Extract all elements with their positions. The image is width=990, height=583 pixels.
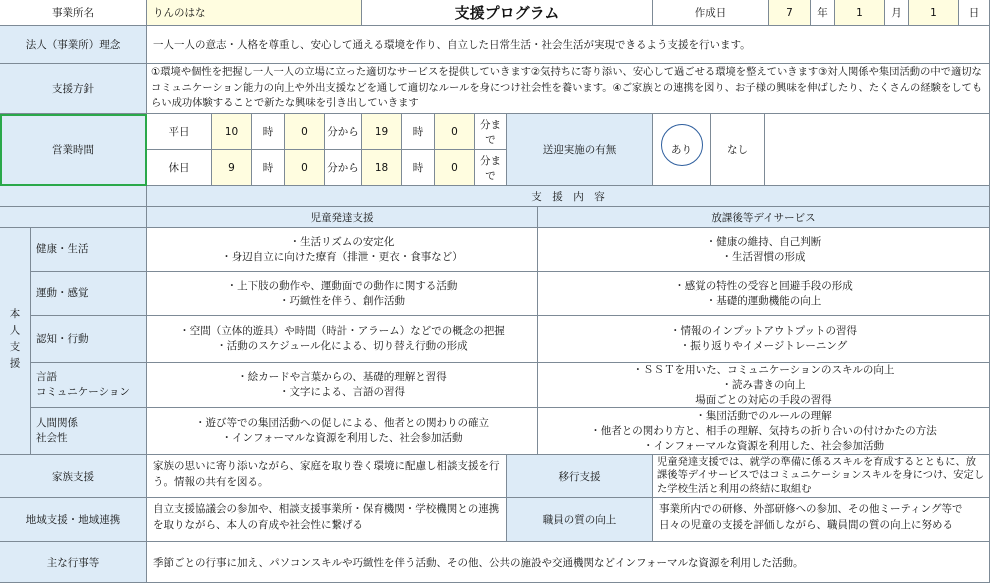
row-health-child-line: ・生活リズムの安定化	[289, 235, 395, 248]
row-cognition-label-cell[interactable]	[31, 316, 147, 363]
office-name: りんのはな	[153, 7, 206, 19]
row-social-after-line: ・インフォーマルな資源を利用した、社会参加活動	[643, 439, 884, 452]
weekday-label-cell[interactable]	[147, 114, 212, 150]
row-cognition-child-cell[interactable]	[147, 316, 538, 363]
row-language-child-line: ・絵カードや言葉からの、基礎的理解と習得	[237, 371, 447, 383]
row-health-label-line: 健康・生活	[36, 243, 89, 255]
day-value-cell[interactable]	[909, 0, 959, 26]
family-text: 家族の思いに寄り添いながら、家庭を取り巻く環境に配慮し相談支援を行う。情報の共有を図る。	[153, 460, 500, 488]
row-cognition-child-line: ・空間（立体的遊具）や時間（時計・アラーム）などでの概念の把握	[179, 325, 505, 337]
holiday-end-hour-cell[interactable]	[362, 150, 402, 186]
month-unit: 月	[891, 7, 902, 19]
page-title: 支援プログラム	[454, 4, 560, 22]
month-value: 1	[856, 6, 863, 19]
row-health-label-cell[interactable]	[31, 228, 147, 272]
community-label-cell[interactable]	[0, 498, 147, 542]
weekday-hour-unit2-cell[interactable]	[402, 114, 435, 150]
support-header: 支 援 内 容	[531, 190, 605, 203]
year-unit: 年	[817, 7, 828, 19]
weekday-end-minute-cell[interactable]	[435, 114, 475, 150]
transport-blank-cell[interactable]	[765, 114, 990, 186]
philosophy-text-cell[interactable]	[147, 26, 990, 64]
row-health-after-line: ・生活習慣の形成	[721, 250, 806, 263]
events-text: 季節ごとの行事に加え、パソコンスキルや巧緻性を伴う活動、その他、公共の施設や交通機関などインフォーマルな資源を利用した活動。	[153, 556, 804, 569]
row-social-child-line: ・インフォーマルな資源を利用した、社会参加活動	[221, 432, 463, 444]
after-column-header: 放課後等デイサービス	[711, 211, 816, 224]
row-social-after-cell[interactable]	[538, 408, 990, 455]
row-cognition-after-line: ・振り返りやイメージトレーニング	[679, 340, 848, 352]
weekday-from-cell[interactable]	[325, 114, 362, 150]
row-motor-after-line: ・基礎的運動機能の向上	[705, 294, 822, 307]
month-unit-cell[interactable]	[885, 0, 909, 26]
staff-text-cell[interactable]	[653, 498, 990, 542]
weekday-start-minute: 0	[301, 125, 308, 138]
transition-label-cell[interactable]	[507, 455, 653, 498]
column-header-left[interactable]	[0, 207, 147, 228]
hours-label: 営業時間	[52, 144, 94, 156]
office-label: 事業所名	[52, 7, 94, 19]
holiday-start-hour-cell[interactable]	[212, 150, 252, 186]
row-health-child-line: ・身辺自立に向けた療育（排泄・更衣・食事など）	[221, 250, 463, 263]
philosophy-label-cell[interactable]	[0, 26, 147, 64]
self-support-label: 本人支援	[8, 308, 21, 374]
row-language-child-line: ・文字による、言語の習得	[279, 386, 405, 398]
holiday-end-minute-cell[interactable]	[435, 150, 475, 186]
row-language-child-cell[interactable]	[147, 363, 538, 408]
row-motor-child-line: ・巧緻性を伴う、創作活動	[279, 294, 405, 307]
row-social-label-cell[interactable]	[31, 408, 147, 455]
philosophy-label: 法人（事業所）理念	[25, 39, 121, 51]
row-motor-label-cell[interactable]	[31, 272, 147, 316]
row-cognition-label-line: 認知・行動	[36, 332, 89, 345]
row-social-after-line: ・他者との関わり方と、相手の理解、気持ちの折り合いの付けかたの方法	[590, 424, 937, 437]
hour-unit: 時	[412, 126, 424, 138]
transport-no-cell[interactable]	[711, 114, 765, 186]
transport-label: 送迎実施の有無	[542, 144, 617, 156]
row-social-child-line: ・遊び等での集団活動への促しによる、他者との関わりの確立	[195, 417, 489, 429]
year-value: 7	[786, 6, 793, 19]
holiday-label-cell[interactable]	[147, 150, 212, 186]
holiday-start-minute: 0	[301, 161, 308, 174]
policy-label-cell[interactable]	[0, 64, 147, 114]
row-social-child-cell[interactable]	[147, 408, 538, 455]
transport-no: なし	[727, 144, 748, 156]
after-column-header-cell[interactable]	[538, 207, 990, 228]
row-cognition-after-line: ・情報のインプットアウトプットの習得	[670, 325, 857, 337]
staff-label: 職員の質の向上	[542, 514, 617, 526]
weekday-end-hour: 19	[374, 125, 389, 138]
hours-label-cell[interactable]	[0, 114, 147, 186]
row-language-label-cell[interactable]	[31, 363, 147, 408]
month-value-cell[interactable]	[835, 0, 885, 26]
year-unit-cell[interactable]	[811, 0, 835, 26]
until-label: 分まで	[480, 118, 501, 146]
transition-text: 児童発達支援では、就学の準備に係るスキルを育成するとともに、放課後等デイサービスではコミュニケーションスキルを身につけ、安定した学校生活と利用の終結に取組む	[657, 455, 985, 495]
holiday-hour-unit-cell[interactable]	[252, 150, 285, 186]
transition-text-cell[interactable]	[653, 455, 990, 498]
holiday-until-cell[interactable]	[475, 150, 507, 186]
self-support-label-cell[interactable]	[0, 228, 31, 455]
from-label: 分から	[327, 162, 359, 174]
created-label-cell[interactable]	[653, 0, 769, 26]
hour-unit: 時	[412, 162, 424, 174]
row-motor-after-cell[interactable]	[538, 272, 990, 316]
support-header-left[interactable]	[0, 186, 147, 207]
weekday-end-hour-cell[interactable]	[362, 114, 402, 150]
family-label-cell[interactable]	[0, 455, 147, 498]
day-unit: 日	[968, 7, 980, 19]
row-health-after-cell[interactable]	[538, 228, 990, 272]
child-column-header-cell[interactable]	[147, 207, 538, 228]
policy-label: 支援方針	[52, 83, 94, 95]
events-text-cell[interactable]	[147, 542, 990, 583]
family-text-cell[interactable]	[147, 455, 507, 498]
community-text-cell[interactable]	[147, 498, 507, 542]
row-language-label-line: 言語	[36, 371, 57, 383]
holiday-start-minute-cell[interactable]	[285, 150, 325, 186]
weekday-start-minute-cell[interactable]	[285, 114, 325, 150]
transport-label-cell[interactable]	[507, 114, 653, 186]
philosophy-text: 一人一人の意志・人格を尊重し、安心して通える環境を作り、自立した日常生活・社会生活が実現できるよう支援を行います。	[153, 39, 751, 51]
policy-text: ①環境や個性を把握し一人一人の立場に立った適切なサービスを提供していきます②気持ちに寄り添い、安心して過ごせる環境を整えていきます③対人関係や集団活動の中で適切なコミュニケーション能力の向上や外出支援などを通して適切なルールを身につけ社会性を養います。④ご家族との連携を図り、お子様の興味を伸ばしたり、たくさんの経験をしてもらい成功体験することで新たな興味を引き出していきます	[151, 66, 983, 110]
row-language-after-line: ・ＳＳＴを用いた、コミュニケーションのスキルの向上	[632, 363, 895, 376]
row-social-label-line: 人間関係	[36, 417, 78, 429]
hour-unit: 時	[262, 162, 274, 174]
row-social-after-line: ・集団活動でのルールの理解	[695, 409, 832, 422]
row-motor-child-line: ・上下肢の動作や、運動面での動作に関する活動	[226, 279, 458, 292]
weekday-label: 平日	[168, 126, 190, 138]
office-name-cell[interactable]	[147, 0, 362, 26]
row-cognition-after-cell[interactable]	[538, 316, 990, 363]
family-label: 家族支援	[52, 470, 94, 483]
events-label-cell[interactable]	[0, 542, 147, 583]
holiday-label: 休日	[168, 162, 190, 174]
row-health-after-line: ・健康の維持、自己判断	[705, 235, 822, 248]
transition-label: 移行支援	[558, 470, 601, 483]
row-cognition-child-line: ・活動のスケジュール化による、切り替え行動の形成	[216, 340, 468, 352]
events-label: 主な行事等	[46, 556, 100, 569]
community-label: 地域支援・地域連携	[25, 514, 121, 526]
day-value: 1	[930, 6, 937, 19]
row-language-after-cell[interactable]	[538, 363, 990, 408]
support-header-cell[interactable]	[147, 186, 990, 207]
row-language-after-line: 場面ごとの対応の手段の習得	[695, 393, 832, 406]
community-text: 自立支援協議会の参加や、相談支援事業所・保育機関・学校機関との連携を取りながら、本人の育成や社会性に繋げる	[153, 503, 500, 531]
title-cell[interactable]	[362, 0, 653, 26]
weekday-until-cell[interactable]	[475, 114, 507, 150]
day-unit-cell[interactable]	[959, 0, 990, 26]
holiday-end-minute: 0	[451, 161, 458, 174]
weekday-start-hour: 10	[224, 125, 239, 138]
staff-label-cell[interactable]	[507, 498, 653, 542]
office-label-cell[interactable]	[0, 0, 147, 26]
weekday-start-hour-cell[interactable]	[212, 114, 252, 150]
until-label: 分まで	[480, 154, 501, 182]
transport-yes: あり	[671, 144, 692, 156]
hour-unit: 時	[262, 126, 274, 138]
holiday-start-hour: 9	[228, 161, 235, 174]
policy-text-cell[interactable]	[147, 64, 990, 114]
staff-text: 事業所内での研修、外部研修への参加、その他ミーティング等で日々の児童の支援を評価しながら、職員間の質の向上に努める	[659, 503, 963, 531]
row-motor-after-line: ・感覚の特性の受容と回避手段の形成	[674, 279, 853, 292]
row-motor-child-cell[interactable]	[147, 272, 538, 316]
child-column-header: 児童発達支援	[310, 211, 374, 224]
weekday-hour-unit-cell[interactable]	[252, 114, 285, 150]
row-language-label-line: コミュニケーション	[36, 386, 130, 398]
from-label: 分から	[327, 126, 359, 138]
row-social-label-line: 社会性	[36, 432, 68, 444]
holiday-end-hour: 18	[374, 161, 389, 174]
row-language-after-line: ・読み書きの向上	[721, 378, 806, 391]
holiday-hour-unit2-cell[interactable]	[402, 150, 435, 186]
created-label: 作成日	[694, 7, 727, 19]
holiday-from-cell[interactable]	[325, 150, 362, 186]
row-motor-label-line: 運動・感覚	[36, 287, 89, 299]
year-value-cell[interactable]	[769, 0, 811, 26]
weekday-end-minute: 0	[451, 125, 458, 138]
row-health-child-cell[interactable]	[147, 228, 538, 272]
